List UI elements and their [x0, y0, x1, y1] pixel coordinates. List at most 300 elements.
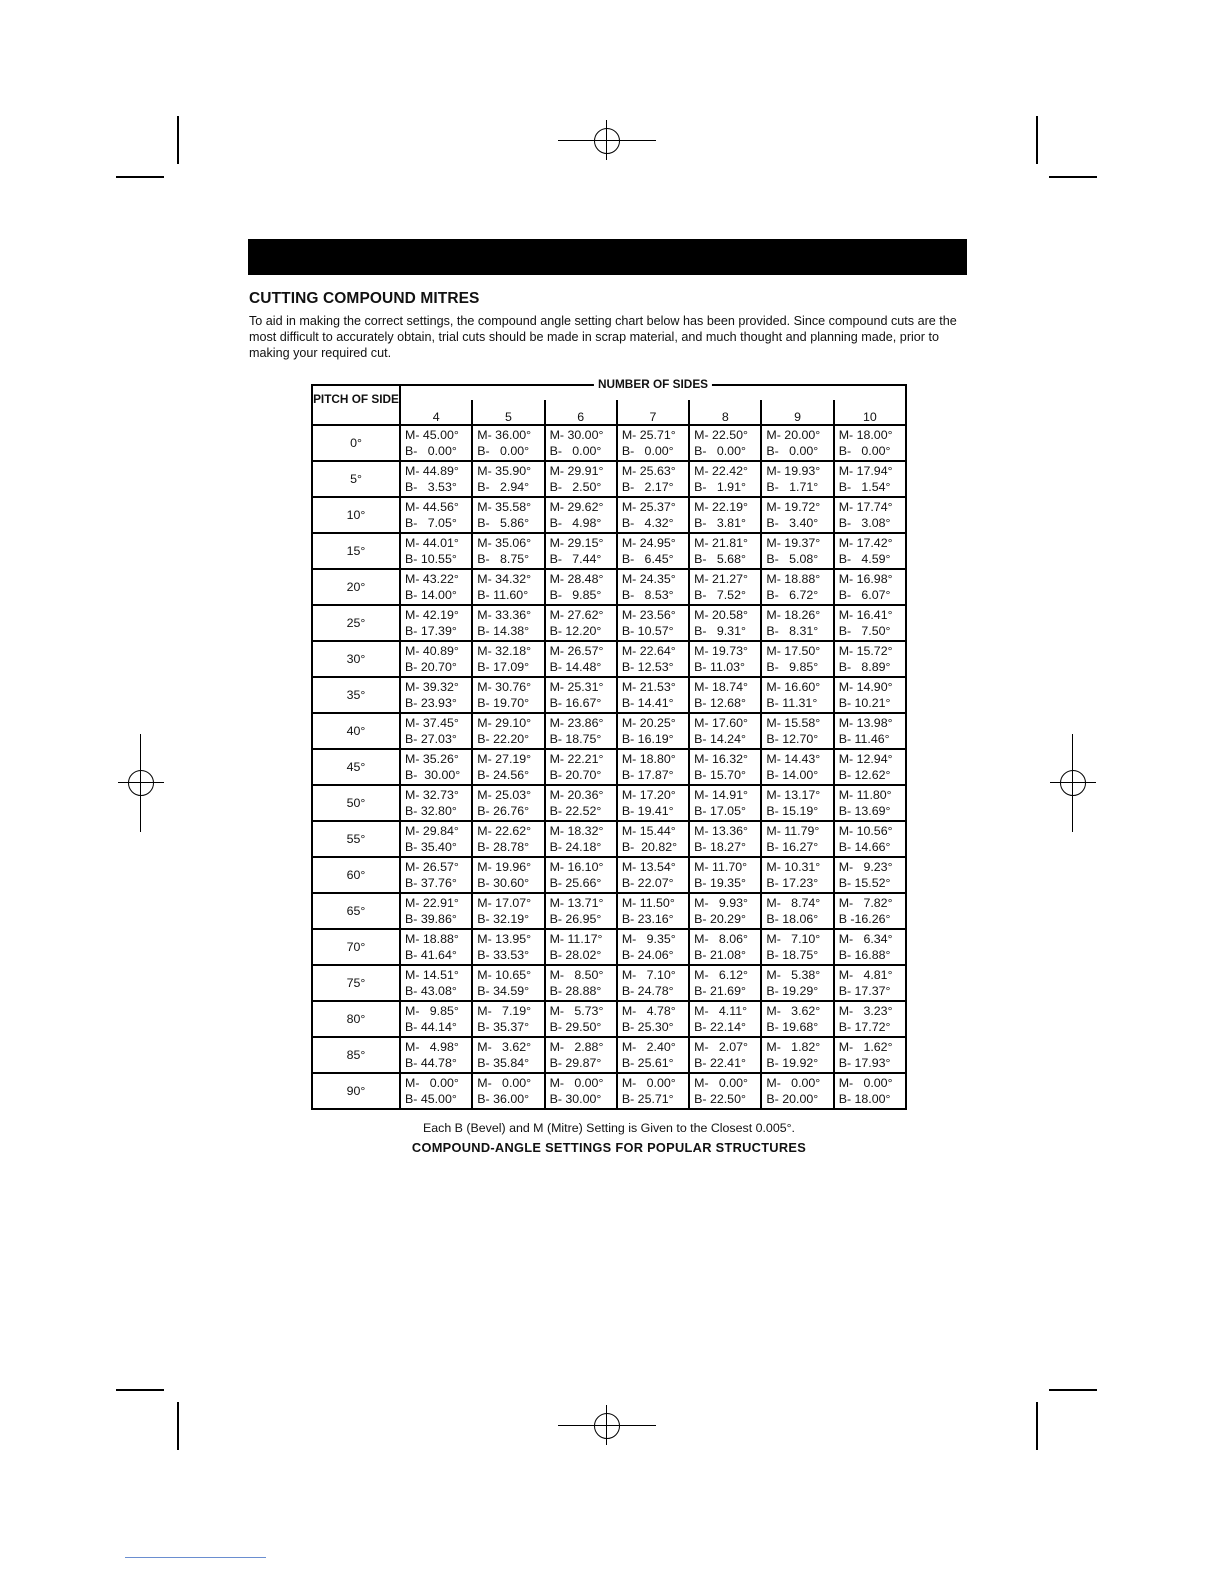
mitre-setting: M- 19.73°	[694, 644, 748, 658]
mitre-setting: M- 1.82°	[766, 1040, 821, 1054]
bevel-setting: B- 3.40°	[766, 515, 819, 530]
setting-cell	[545, 965, 617, 1001]
bevel-setting: B- 20.70°	[405, 659, 457, 674]
setting-cell	[472, 641, 544, 677]
mitre-setting: M- 25.03°	[477, 788, 532, 802]
pitch-cell: 55°	[312, 821, 400, 857]
bevel-setting: B- 17.93°	[838, 1055, 891, 1070]
bevel-setting: B- 0.00°	[477, 443, 530, 458]
table-row	[312, 857, 906, 893]
setting-cell	[545, 533, 617, 569]
mitre-setting: M- 19.37°	[766, 536, 821, 550]
pitch-cell: 65°	[312, 893, 400, 929]
mitre-setting: M- 29.62°	[549, 500, 604, 514]
mitre-setting: M- 18.26°	[766, 608, 821, 622]
setting-cell	[834, 893, 906, 929]
setting-cell	[761, 425, 833, 461]
setting-cell	[761, 533, 833, 569]
mitre-setting: M- 13.36°	[694, 824, 748, 838]
bevel-setting: B- 2.17°	[621, 479, 674, 494]
bevel-setting: B- 16.19°	[621, 731, 674, 746]
mitre-setting: M- 4.78°	[621, 1004, 676, 1018]
mitre-setting: M- 6.34°	[838, 932, 893, 946]
setting-cell	[689, 425, 761, 461]
bevel-setting: B- 11.31°	[766, 695, 818, 710]
setting-cell	[834, 605, 906, 641]
setting-cell	[400, 1037, 472, 1073]
setting-cell	[689, 1037, 761, 1073]
setting-cell	[400, 713, 472, 749]
mitre-setting: M- 4.81°	[838, 968, 893, 982]
setting-cell	[617, 677, 689, 713]
bevel-setting: B- 18.00°	[838, 1091, 891, 1106]
intro-paragraph: To aid in making the correct settings, the compound angle setting chart below has been provided. Since compound cuts are the most difficult to accurately obtain, trial cuts should be made in scrap material, and much thought and planning made, prior to making your required cut.	[249, 314, 957, 360]
pitch-cell: 80°	[312, 1001, 400, 1037]
setting-cell	[472, 461, 544, 497]
bevel-setting: B- 14.48°	[549, 659, 602, 674]
setting-cell	[689, 461, 761, 497]
bevel-setting: B- 11.46°	[838, 731, 890, 746]
setting-cell	[761, 641, 833, 677]
setting-cell	[400, 893, 472, 929]
table-row	[312, 749, 906, 785]
mitre-setting: M- 29.15°	[549, 536, 604, 550]
setting-cell	[545, 569, 617, 605]
mitre-setting: M- 5.73°	[549, 1004, 604, 1018]
bevel-setting: B- 14.00°	[405, 587, 457, 602]
bevel-setting: B- 7.50°	[838, 623, 891, 638]
mitre-setting: M- 17.50°	[766, 644, 821, 658]
bevel-setting: B- 22.41°	[694, 1055, 746, 1070]
mitre-setting: M- 2.40°	[621, 1040, 676, 1054]
mitre-setting: M- 0.00°	[766, 1076, 821, 1090]
mitre-setting: M- 16.98°	[838, 572, 893, 586]
bevel-setting: B- 5.86°	[477, 515, 530, 530]
mitre-setting: M- 18.74°	[694, 680, 748, 694]
section-header-bar	[248, 239, 967, 275]
pitch-cell: 0°	[312, 425, 400, 461]
setting-cell	[617, 785, 689, 821]
registration-mark-top-vline	[606, 120, 607, 160]
setting-cell	[472, 1001, 544, 1037]
mitre-setting: M- 42.19°	[405, 608, 459, 622]
mitre-setting: M- 17.07°	[477, 896, 532, 910]
mitre-setting: M- 9.93°	[694, 896, 748, 910]
bevel-setting: B- 19.41°	[621, 803, 674, 818]
setting-cell	[834, 641, 906, 677]
setting-cell	[834, 821, 906, 857]
setting-cell	[689, 641, 761, 677]
bevel-setting: B- 12.68°	[694, 695, 746, 710]
mitre-setting: M- 17.94°	[838, 464, 893, 478]
mitre-setting: M- 35.58°	[477, 500, 532, 514]
mitre-setting: M- 24.35°	[621, 572, 676, 586]
setting-cell	[472, 569, 544, 605]
bevel-setting: B- 35.84°	[477, 1055, 530, 1070]
mitre-setting: M- 22.21°	[549, 752, 604, 766]
setting-cell	[834, 533, 906, 569]
table-row	[312, 677, 906, 713]
bevel-setting: B- 3.08°	[838, 515, 891, 530]
mitre-setting: M- 22.64°	[621, 644, 676, 658]
setting-cell	[689, 857, 761, 893]
bevel-setting: B- 35.40°	[405, 839, 457, 854]
crop-mark-bottom-right-vertical	[1036, 1402, 1038, 1450]
bevel-setting: B- 12.20°	[549, 623, 602, 638]
bevel-setting: B- 28.78°	[477, 839, 530, 854]
bevel-setting: B- 20.82°	[621, 839, 678, 854]
mitre-setting: M- 18.80°	[621, 752, 676, 766]
bevel-setting: B- 4.98°	[549, 515, 602, 530]
bevel-setting: B- 17.09°	[477, 659, 530, 674]
setting-cell	[617, 461, 689, 497]
mitre-setting: M- 11.50°	[621, 896, 675, 910]
pitch-cell: 5°	[312, 461, 400, 497]
setting-cell	[400, 569, 472, 605]
setting-cell	[400, 821, 472, 857]
setting-cell	[400, 497, 472, 533]
setting-cell	[400, 1073, 472, 1109]
setting-cell	[617, 605, 689, 641]
bevel-setting: B- 19.92°	[766, 1055, 819, 1070]
mitre-setting: M- 8.06°	[694, 932, 748, 946]
mitre-setting: M- 9.23°	[838, 860, 893, 874]
bevel-setting: B- 19.70°	[477, 695, 530, 710]
bevel-setting: B- 44.14°	[405, 1019, 457, 1034]
bevel-setting: B- 25.71°	[621, 1091, 674, 1106]
bottom-link-line	[125, 1557, 266, 1558]
column-header-sides: 9	[761, 400, 833, 425]
bevel-setting: B- 32.80°	[405, 803, 457, 818]
setting-cell	[834, 1037, 906, 1073]
bevel-setting: B- 16.27°	[766, 839, 819, 854]
setting-cell	[545, 1073, 617, 1109]
mitre-setting: M- 44.01°	[405, 536, 459, 550]
bevel-setting: B- 15.70°	[694, 767, 746, 782]
mitre-setting: M- 13.71°	[549, 896, 604, 910]
setting-cell	[545, 1001, 617, 1037]
setting-cell	[761, 965, 833, 1001]
bevel-setting: B- 8.89°	[838, 659, 891, 674]
table-row	[312, 1037, 906, 1073]
pitch-cell: 15°	[312, 533, 400, 569]
crop-mark-bottom-left-vertical	[177, 1402, 179, 1450]
bevel-setting: B- 12.62°	[838, 767, 891, 782]
setting-cell	[472, 1073, 544, 1109]
mitre-setting: M- 17.60°	[694, 716, 748, 730]
setting-cell	[689, 605, 761, 641]
bevel-setting: B- 26.76°	[477, 803, 530, 818]
setting-cell	[545, 713, 617, 749]
mitre-setting: M- 18.32°	[549, 824, 604, 838]
setting-cell	[834, 713, 906, 749]
table-row	[312, 821, 906, 857]
table-row	[312, 785, 906, 821]
mitre-setting: M- 17.42°	[838, 536, 893, 550]
setting-cell	[834, 461, 906, 497]
setting-cell	[617, 497, 689, 533]
bevel-setting: B- 17.05°	[694, 803, 746, 818]
table-row	[312, 965, 906, 1001]
mitre-setting: M- 0.00°	[838, 1076, 893, 1090]
setting-cell	[689, 749, 761, 785]
setting-cell	[834, 785, 906, 821]
setting-cell	[834, 1073, 906, 1109]
bevel-setting: B- 36.00°	[477, 1091, 530, 1106]
mitre-setting: M- 21.53°	[621, 680, 676, 694]
setting-cell	[400, 1001, 472, 1037]
table-row	[312, 929, 906, 965]
mitre-setting: M- 14.90°	[838, 680, 893, 694]
setting-cell	[834, 929, 906, 965]
mitre-setting: M- 9.85°	[405, 1004, 459, 1018]
bevel-setting: B- 8.75°	[477, 551, 530, 566]
crop-mark-bottom-right-horizontal	[1049, 1389, 1097, 1391]
mitre-setting: M- 32.18°	[477, 644, 532, 658]
bevel-setting: B- 25.61°	[621, 1055, 674, 1070]
mitre-setting: M- 22.50°	[694, 428, 748, 442]
setting-cell	[545, 749, 617, 785]
setting-cell	[545, 605, 617, 641]
bevel-setting: B- 14.38°	[477, 623, 530, 638]
mitre-setting: M- 29.91°	[549, 464, 604, 478]
bevel-setting: B- 32.19°	[477, 911, 530, 926]
setting-cell	[761, 1073, 833, 1109]
setting-cell	[761, 497, 833, 533]
bevel-setting: B- 0.00°	[694, 443, 746, 458]
crop-mark-top-left-vertical	[177, 116, 179, 164]
setting-cell	[834, 857, 906, 893]
setting-cell	[617, 1001, 689, 1037]
bevel-setting: B- 20.70°	[549, 767, 602, 782]
bevel-setting: B- 28.88°	[549, 983, 602, 998]
setting-cell	[761, 605, 833, 641]
mitre-setting: M- 6.12°	[694, 968, 748, 982]
bevel-setting: B- 14.00°	[766, 767, 819, 782]
bevel-setting: B- 17.87°	[621, 767, 674, 782]
setting-cell	[400, 749, 472, 785]
mitre-setting: M- 0.00°	[477, 1076, 532, 1090]
bevel-setting: B- 12.70°	[766, 731, 819, 746]
mitre-setting: M- 0.00°	[549, 1076, 604, 1090]
bevel-setting: B- 22.52°	[549, 803, 602, 818]
setting-cell	[617, 929, 689, 965]
bevel-setting: B- 0.00°	[621, 443, 674, 458]
setting-cell	[472, 1037, 544, 1073]
pitch-cell: 50°	[312, 785, 400, 821]
bevel-setting: B- 14.41°	[621, 695, 674, 710]
crop-mark-top-left-horizontal	[116, 176, 164, 178]
bevel-setting: B- 7.44°	[549, 551, 602, 566]
mitre-setting: M- 16.60°	[766, 680, 821, 694]
setting-cell	[545, 677, 617, 713]
registration-mark-bottom-vline	[606, 1405, 607, 1445]
mitre-setting: M- 43.22°	[405, 572, 459, 586]
mitre-setting: M- 15.72°	[838, 644, 893, 658]
setting-cell	[400, 461, 472, 497]
bevel-setting: B- 15.52°	[838, 875, 891, 890]
bevel-setting: B- 0.00°	[405, 443, 457, 458]
mitre-setting: M- 9.35°	[621, 932, 676, 946]
mitre-setting: M- 17.20°	[621, 788, 676, 802]
bevel-setting: B- 28.02°	[549, 947, 602, 962]
mitre-setting: M- 26.57°	[405, 860, 459, 874]
bevel-setting: B- 20.29°	[694, 911, 746, 926]
mitre-setting: M- 30.00°	[549, 428, 604, 442]
bevel-setting: B- 23.93°	[405, 695, 457, 710]
mitre-setting: M- 2.88°	[549, 1040, 604, 1054]
mitre-setting: M- 20.25°	[621, 716, 676, 730]
bevel-setting: B- 22.20°	[477, 731, 530, 746]
pitch-cell: 70°	[312, 929, 400, 965]
bevel-setting: B- 22.07°	[621, 875, 674, 890]
mitre-setting: M- 19.93°	[766, 464, 821, 478]
setting-cell	[472, 677, 544, 713]
setting-cell	[400, 857, 472, 893]
bevel-setting: B- 22.14°	[694, 1019, 746, 1034]
bevel-setting: B- 13.69°	[838, 803, 891, 818]
bevel-setting: B- 15.19°	[766, 803, 819, 818]
mitre-setting: M- 19.96°	[477, 860, 532, 874]
bevel-setting: B- 4.59°	[838, 551, 891, 566]
pitch-cell: 35°	[312, 677, 400, 713]
setting-cell	[617, 857, 689, 893]
setting-cell	[472, 821, 544, 857]
bevel-setting: B- 44.78°	[405, 1055, 457, 1070]
bevel-setting: B- 21.08°	[694, 947, 746, 962]
setting-cell	[689, 677, 761, 713]
bevel-setting: B- 3.81°	[694, 515, 746, 530]
mitre-setting: M- 21.81°	[694, 536, 748, 550]
bevel-setting: B- 35.37°	[477, 1019, 530, 1034]
setting-cell	[689, 533, 761, 569]
setting-cell	[400, 533, 472, 569]
setting-cell	[689, 1001, 761, 1037]
setting-cell	[761, 857, 833, 893]
bevel-setting: B- 7.52°	[694, 587, 746, 602]
mitre-setting: M- 13.95°	[477, 932, 532, 946]
mitre-setting: M- 22.91°	[405, 896, 459, 910]
mitre-setting: M- 15.58°	[766, 716, 821, 730]
bevel-setting: B- 12.53°	[621, 659, 674, 674]
setting-cell	[545, 461, 617, 497]
mitre-setting: M- 0.00°	[621, 1076, 676, 1090]
crop-mark-top-right-vertical	[1036, 116, 1038, 164]
mitre-setting: M- 22.19°	[694, 500, 748, 514]
mitre-setting: M- 37.45°	[405, 716, 459, 730]
setting-cell	[472, 533, 544, 569]
table-row	[312, 1001, 906, 1037]
bevel-setting: B- 1.54°	[838, 479, 891, 494]
compound-angle-table	[311, 377, 907, 1110]
mitre-setting: M- 13.54°	[621, 860, 676, 874]
mitre-setting: M- 21.27°	[694, 572, 748, 586]
table-row	[312, 1073, 906, 1109]
mitre-setting: M- 10.56°	[838, 824, 893, 838]
pitch-cell: 45°	[312, 749, 400, 785]
crop-mark-bottom-left-horizontal	[116, 1389, 164, 1391]
bevel-setting: B- 2.94°	[477, 479, 530, 494]
registration-mark-right-vline	[1072, 734, 1073, 832]
bevel-setting: B- 8.31°	[766, 623, 819, 638]
bevel-setting: B- 26.95°	[549, 911, 602, 926]
bevel-setting: B- 41.64°	[405, 947, 457, 962]
setting-cell	[617, 425, 689, 461]
setting-cell	[617, 533, 689, 569]
setting-cell	[472, 605, 544, 641]
setting-cell	[545, 1037, 617, 1073]
setting-cell	[689, 893, 761, 929]
mitre-setting: M- 22.62°	[477, 824, 532, 838]
setting-cell	[617, 641, 689, 677]
bevel-setting: B- 17.37°	[838, 983, 891, 998]
column-header-sides: 4	[400, 400, 472, 425]
chart-footnote: Each B (Bevel) and M (Mitre) Setting is Given to the Closest 0.005°.	[422, 1121, 795, 1135]
mitre-setting: M- 7.19°	[477, 1004, 532, 1018]
bevel-setting: B- 1.71°	[766, 479, 819, 494]
setting-cell	[617, 749, 689, 785]
mitre-setting: M- 45.00°	[405, 428, 459, 442]
setting-cell	[545, 893, 617, 929]
pitch-cell: 25°	[312, 605, 400, 641]
pitch-cell: 60°	[312, 857, 400, 893]
setting-cell	[472, 713, 544, 749]
mitre-setting: M- 11.70°	[694, 860, 748, 874]
bevel-setting: B- 7.05°	[405, 515, 457, 530]
mitre-setting: M- 19.72°	[766, 500, 821, 514]
bevel-setting: B- 37.76°	[405, 875, 457, 890]
mitre-setting: M- 10.65°	[477, 968, 532, 982]
setting-cell	[834, 965, 906, 1001]
pitch-of-side-header: PITCH OF SIDE	[312, 385, 400, 425]
mitre-setting: M- 29.84°	[405, 824, 459, 838]
column-header-sides: 5	[472, 400, 544, 425]
setting-cell	[689, 929, 761, 965]
mitre-setting: M- 27.62°	[549, 608, 604, 622]
bevel-setting: B- 9.31°	[694, 623, 746, 638]
registration-mark-left-vline	[140, 734, 141, 832]
bevel-setting: B- 23.16°	[621, 911, 674, 926]
setting-cell	[472, 425, 544, 461]
table-row	[312, 569, 906, 605]
mitre-setting: M- 14.91°	[694, 788, 748, 802]
bevel-setting: B- 24.78°	[621, 983, 674, 998]
mitre-setting: M- 35.26°	[405, 752, 459, 766]
compound-angle-chart	[311, 377, 907, 1110]
setting-cell	[545, 497, 617, 533]
mitre-setting: M- 11.79°	[766, 824, 820, 838]
mitre-setting: M- 25.31°	[549, 680, 604, 694]
bevel-setting: B- 22.50°	[694, 1091, 746, 1106]
bevel-setting: B- 8.53°	[621, 587, 674, 602]
mitre-setting: M- 14.51°	[405, 968, 459, 982]
bevel-setting: B- 9.85°	[766, 659, 819, 674]
number-of-sides-label: NUMBER OF SIDES	[594, 377, 712, 391]
pitch-cell: 75°	[312, 965, 400, 1001]
mitre-setting: M- 28.48°	[549, 572, 604, 586]
setting-cell	[472, 965, 544, 1001]
table-row	[312, 605, 906, 641]
setting-cell	[400, 425, 472, 461]
mitre-setting: M- 26.57°	[549, 644, 604, 658]
setting-cell	[545, 821, 617, 857]
mitre-setting: M- 35.90°	[477, 464, 532, 478]
bevel-setting: B- 18.75°	[549, 731, 602, 746]
column-header-sides: 7	[617, 400, 689, 425]
bevel-setting: B- 16.67°	[549, 695, 602, 710]
bevel-setting: B- 21.69°	[694, 983, 746, 998]
setting-cell	[617, 713, 689, 749]
